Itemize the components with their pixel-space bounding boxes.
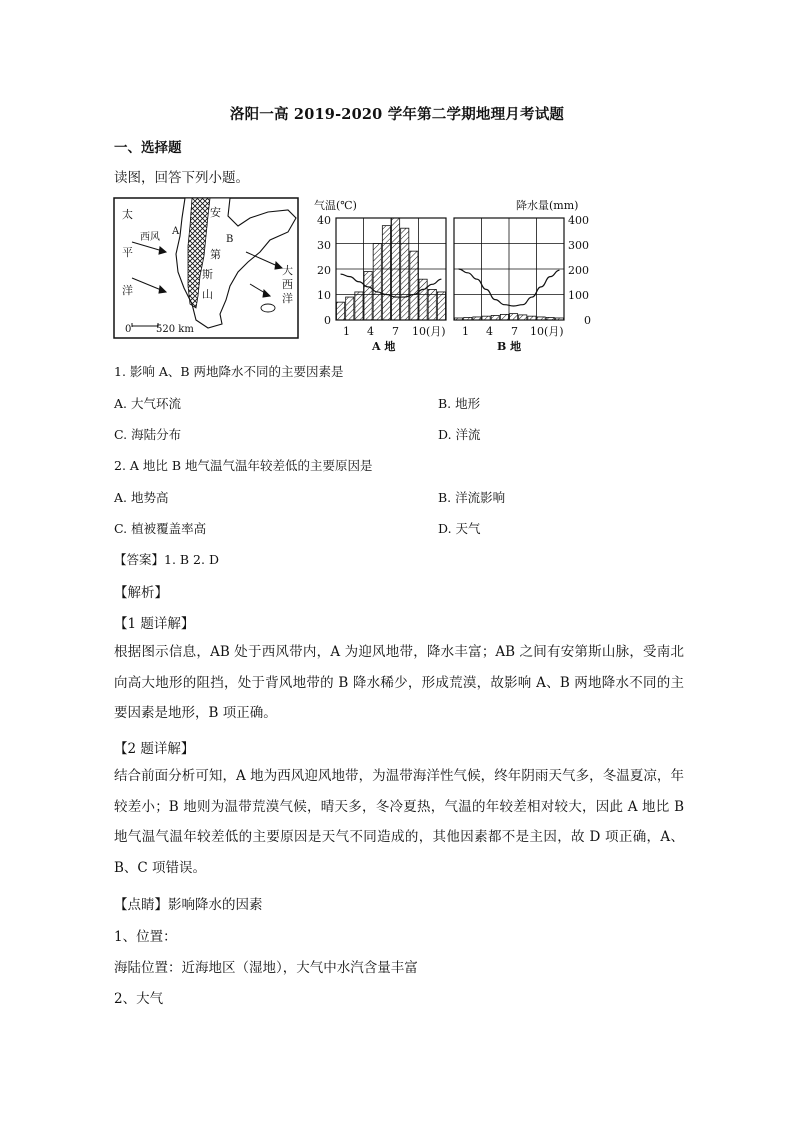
map-scale-zero: 0 xyxy=(125,324,132,335)
chart-a-xtick: 4 xyxy=(367,325,374,338)
chart-b-bar xyxy=(464,317,472,320)
chart-a-bar xyxy=(401,228,409,320)
falkland-island xyxy=(261,304,275,312)
map-label-b: B xyxy=(226,234,234,245)
figure-svg xyxy=(110,196,600,354)
chart-a-xtick: 7 xyxy=(392,325,399,338)
chart-b-bar xyxy=(555,318,563,320)
chart-a-panel xyxy=(314,198,446,353)
q1-option-a[interactable]: A. 大气环流 xyxy=(114,396,181,411)
chart-b-caption: B 地 xyxy=(497,340,522,353)
tip-heading: 【点睛】影响降水的因素 xyxy=(114,897,263,913)
map-label-an: 安 xyxy=(210,206,221,219)
chart-b-bar xyxy=(546,317,554,320)
detail1-heading: 【1 题详解】 xyxy=(114,616,195,632)
q1-option-d[interactable]: D. 洋流 xyxy=(438,427,481,442)
tip-item: 海陆位置：近海地区（湿地），大气中水汽含量丰富 xyxy=(114,960,418,976)
map-label-si: 斯 xyxy=(202,268,213,281)
chart-b-bar xyxy=(491,315,499,320)
q1-stem: 1. 影响 A、B 两地降水不同的主要因素是 xyxy=(114,364,344,379)
chart-a-bar xyxy=(382,226,390,320)
chart-a-xtick: 1 xyxy=(343,325,350,338)
chart-b-ytick: 300 xyxy=(568,239,589,252)
figure-map-and-climate-charts xyxy=(110,196,600,354)
map-label-xi: 西 xyxy=(282,278,293,291)
answer-line: 【答案】1. B 2. D xyxy=(114,552,219,567)
chart-b-ytitle: 降水量(mm) xyxy=(516,199,579,212)
detail2-paragraph: 结合前面分析可知，A 地为西风迎风地带，为温带海洋性气候，终年阴雨天气多，冬温夏凉，年较差小；B 地则为温带荒漠气候，晴天多，冬冷夏热，气温的年较差相对较大，因此 A 地比 B 地气温气温年较差低的主要原因是天气不同造成的，其他因素都不是主因，故 D 项正确，A、B、C 项错误。 xyxy=(114,768,684,876)
q1-option-c[interactable]: C. 海陆分布 xyxy=(114,427,182,442)
page-title: 洛阳一高 2019-2020 学年第二学期地理月考试题 xyxy=(229,106,565,123)
chart-a-ytick: 20 xyxy=(317,264,331,277)
detail2-heading: 【2 题详解】 xyxy=(114,741,195,757)
chart-a-ytick: 30 xyxy=(317,239,331,252)
chart-a-bar xyxy=(419,279,427,320)
chart-b-bar xyxy=(482,316,490,320)
chart-b-bar xyxy=(528,316,536,320)
chart-b-ytick: 200 xyxy=(568,264,589,277)
chart-a-bar xyxy=(373,244,381,321)
chart-a-bar xyxy=(428,289,436,320)
q2-option-c[interactable]: C. 植被覆盖率高 xyxy=(114,521,207,536)
map-panel xyxy=(114,198,298,338)
map-label-da: 大 xyxy=(282,264,293,277)
map-label-westerly: 西风 xyxy=(140,232,160,243)
chart-a-ytick: 10 xyxy=(317,289,331,302)
chart-b-bar xyxy=(537,317,545,320)
map-scale-bar xyxy=(125,323,194,335)
map-label-yang-atlantic: 洋 xyxy=(282,292,293,305)
chart-b-ytick: 100 xyxy=(568,289,589,302)
chart-b-xtick: 10(月) xyxy=(530,325,564,338)
chart-a-ytick: 40 xyxy=(317,214,331,227)
chart-a-yticks xyxy=(317,214,331,327)
chart-b-xtick: 4 xyxy=(486,325,493,338)
chart-a-bar xyxy=(410,251,418,320)
map-scale-label: 520 km xyxy=(156,324,194,335)
section-heading: 一、选择题 xyxy=(114,140,182,156)
chart-b-xtick: 1 xyxy=(462,325,469,338)
chart-a-bar xyxy=(346,297,354,320)
chart-a-bar xyxy=(437,292,445,320)
chart-a-ytitle: 气温(℃) xyxy=(314,199,357,212)
analysis-heading: 【解析】 xyxy=(114,585,168,601)
chart-b-ytick: 400 xyxy=(568,214,589,227)
q2-option-a[interactable]: A. 地势高 xyxy=(114,490,169,505)
chart-a-ytick: 0 xyxy=(324,314,331,327)
q2-option-b[interactable]: B. 洋流影响 xyxy=(438,490,506,505)
chart-b-yticks xyxy=(568,214,591,327)
chart-b-bar xyxy=(519,315,527,320)
map-label-di: 第 xyxy=(210,248,221,261)
q2-stem: 2. A 地比 B 地气温气温年较差低的主要原因是 xyxy=(114,458,373,473)
tip-item: 2、大气 xyxy=(114,991,164,1007)
chart-a-xticks xyxy=(343,325,446,338)
tip-item: 1、位置： xyxy=(114,929,177,945)
chart-a-bar xyxy=(337,302,345,320)
chart-b-xticks xyxy=(462,325,564,338)
chart-a-bar xyxy=(364,272,372,320)
q1-option-b[interactable]: B. 地形 xyxy=(438,396,481,411)
map-label-a: A xyxy=(172,226,180,237)
chart-a-bar xyxy=(355,292,363,320)
chart-b-bar xyxy=(473,317,481,320)
chart-b-ytick: 0 xyxy=(584,314,591,327)
detail1-paragraph: 根据图示信息，AB 处于西风带内，A 为迎风地带，降水丰富；AB 之间有安第斯山脉，受南北向高大地形的阻挡，处于背风地带的 B 降水稀少，形成荒漠，故影响 A、B 两地降水不同的主要因素是地形，B 项正确。 xyxy=(114,644,684,721)
map-label-ping: 平 xyxy=(122,246,133,259)
map-label-tai: 太 xyxy=(122,208,133,221)
map-label-yang-pacific: 洋 xyxy=(122,284,133,297)
q2-option-d[interactable]: D. 天气 xyxy=(438,521,481,536)
chart-a-xtick: 10(月) xyxy=(412,325,446,338)
chart-b-bar xyxy=(500,314,508,320)
chart-b-bar xyxy=(510,314,518,320)
chart-b-xtick: 7 xyxy=(511,325,518,338)
instruction-text: 读图，回答下列小题。 xyxy=(114,170,249,186)
chart-b-panel xyxy=(454,198,591,353)
chart-a-bar xyxy=(392,218,400,320)
map-label-shan: 山 xyxy=(202,288,213,301)
chart-b-bar xyxy=(455,318,463,320)
chart-a-caption: A 地 xyxy=(372,340,396,353)
